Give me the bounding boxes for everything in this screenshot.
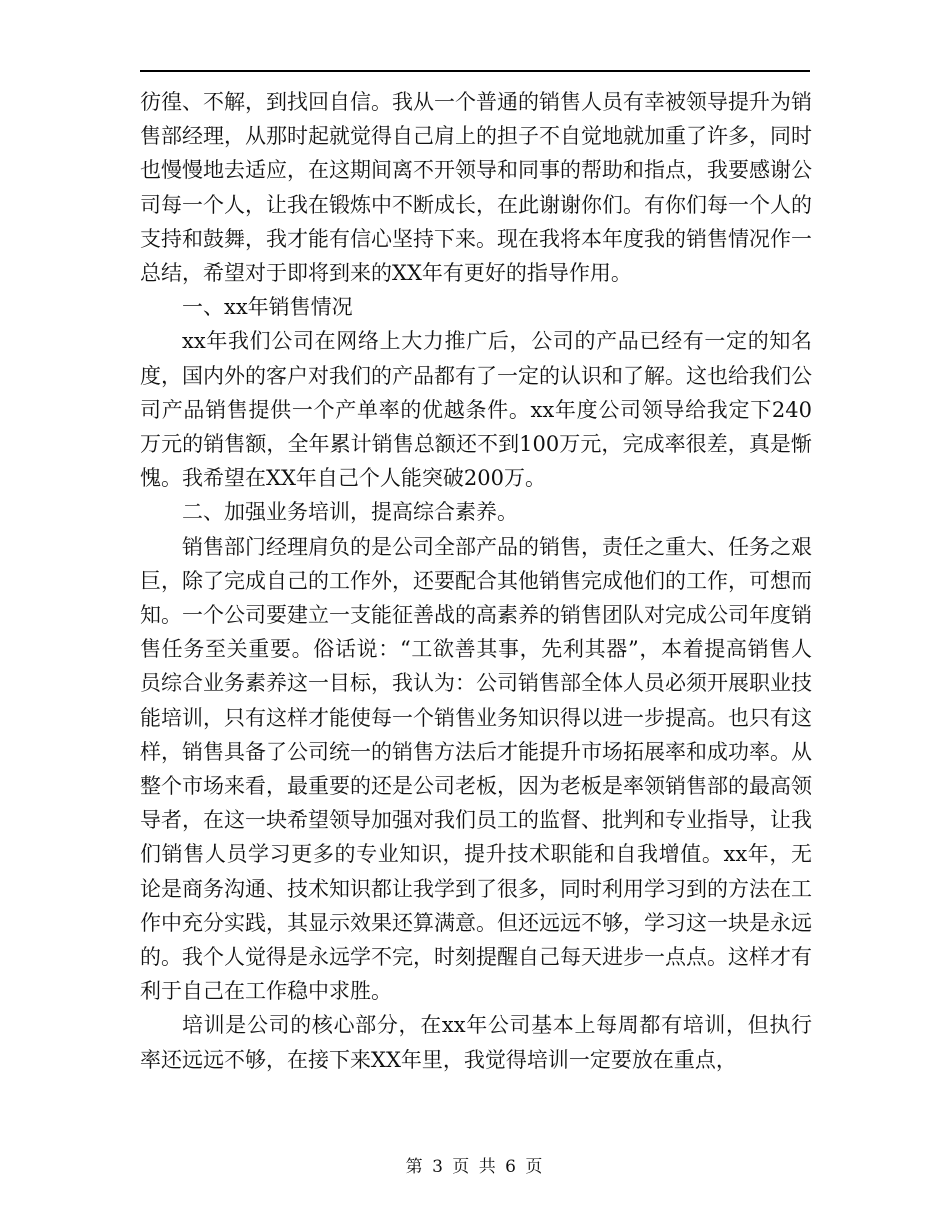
paragraph-sales: xx年我们公司在网络上大力推广后，公司的产品已经有一定的知名度，国内外的客户对我们的产品都有了一定的认识和了解。这也给我们公司产品销售提供一个产单率的优越条件。xx年度公司领导给我定下240万元的销售额，全年累计销售总额还不到100万元，完成率很差，真是惭愧。我希望在XX年自己个人能突破200万。 bbox=[140, 329, 812, 491]
paragraph-training-core: 培训是公司的核心部分，在xx年公司基本上每周都有培训，但执行率还远远不够，在接下来XX年里，我觉得培训一定要放在重点， bbox=[140, 1013, 812, 1072]
paragraph-opening: 彷徨、不解，到找回自信。我从一个普通的销售人员有幸被领导提升为销售部经理，从那时起就觉得自己肩上的担子不自觉地就加重了许多，同时也慢慢地去适应，在这期间离不开领导和同事的帮助和指点，我要感谢公司每一个人，让我在锻炼中不断成长，在此谢谢你们。有你们每一个人的支持和鼓舞，我才能有信心坚持下来。现在我将本年度我的销售情况作一总结，希望对于即将到来的XX年有更好的指导作用。 bbox=[140, 90, 812, 286]
header-rule bbox=[140, 70, 810, 72]
document-body bbox=[140, 85, 812, 1077]
paragraph-training: 销售部门经理肩负的是公司全部产品的销售，责任之重大、任务之艰巨，除了完成自己的工作外，还要配合其他销售完成他们的工作，可想而知。一个公司要建立一支能征善战的高素养的销售团队对完成公司年度销售任务至关重要。俗话说：“工欲善其事，先利其器”，本着提高销售人员综合业务素养这一目标，我认为：公司销售部全体人员必须开展职业技能培训，只有这样才能使每一个销售业务知识得以进一步提高。也只有这样，销售具备了公司统一的销售方法后才能提升市场拓展率和成功率。从整个市场来看，最重要的还是公司老板，因为老板是率领销售部的最高领导者，在这一块希望领导加强对我们员工的监督、批判和专业指导，让我们销售人员学习更多的专业知识，提升技术职能和自我增值。xx年，无论是商务沟通、技术知识都让我学到了很多，同时利用学习到的方法在工作中充分实践，其显示效果还算满意。但还远远不够，学习这一块是永远的。我个人觉得是永远学不完，时刻提醒自己每天进步一点点。这样才有利于自己在工作稳中求胜。 bbox=[140, 534, 812, 1004]
page-number: 第 3 页 共 6 页 bbox=[405, 1157, 545, 1177]
section-heading-training: 二、加强业务培训，提高综合素养。 bbox=[182, 500, 518, 525]
section-heading-sales: 一、xx年销售情况 bbox=[182, 295, 353, 320]
